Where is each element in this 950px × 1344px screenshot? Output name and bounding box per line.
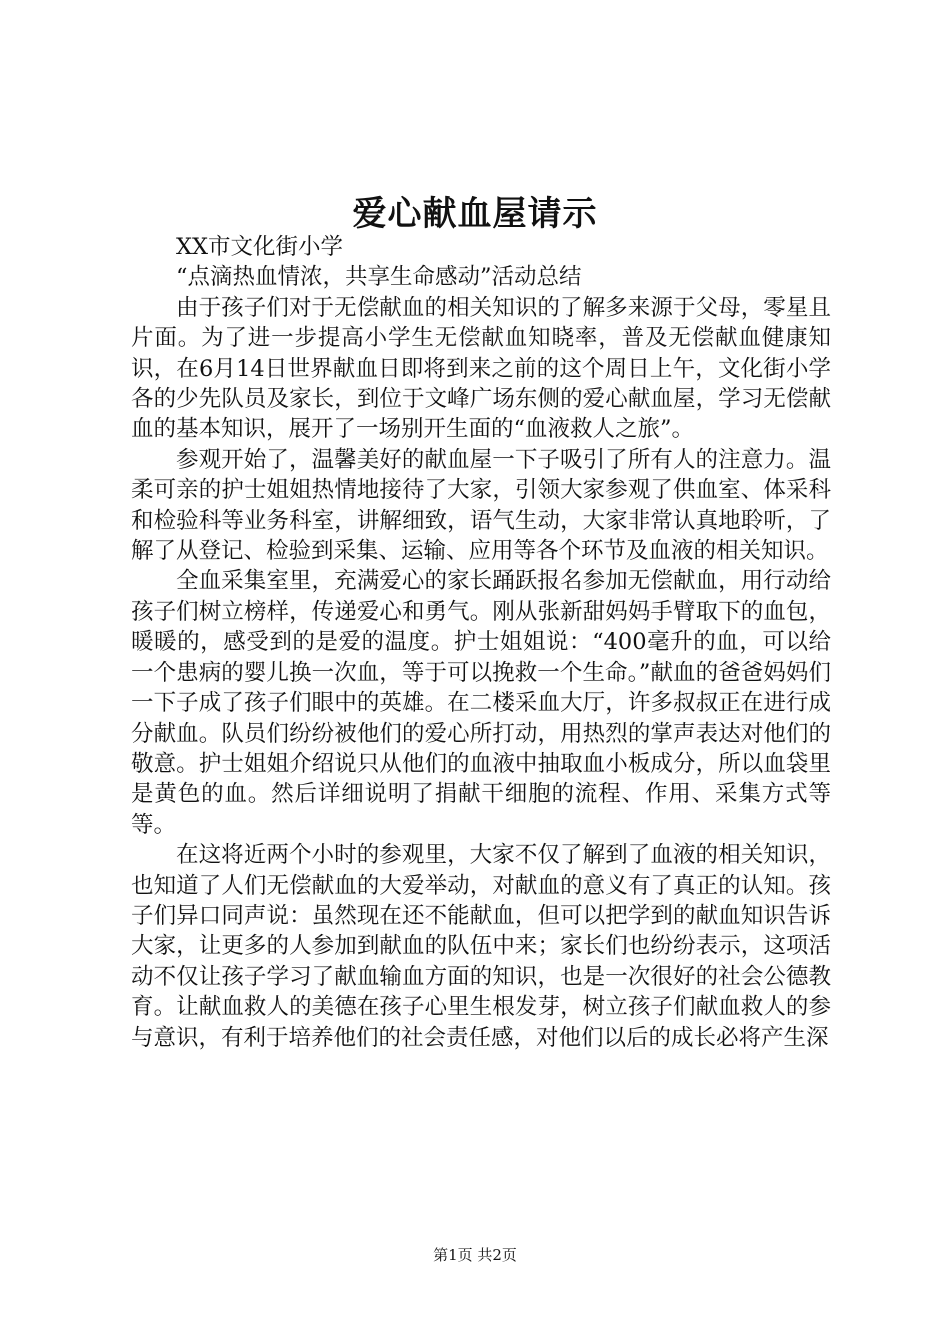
page-footer: 第1页 共2页 xyxy=(433,1246,517,1264)
body-paragraph: 全血采集室里，充满爱心的家长踊跃报名参加无偿献血，用行动给孩子们树立榜样，传递爱心和勇气。刚从张新甜妈妈手臂取下的血包，暖暖的，感受到的是爱的温度。护士姐姐说：“400毫升的血，可以给一个患病的婴儿换一次血，等于可以挽救一个生命。”献血的爸爸妈妈们一下子成了孩子们眼中的英雄。在二楼采血大厅，许多叔叔正在进行成分献血。队员们纷纷被他们的爱心所打动，用热烈的掌声表达对他们的敬意。护士姐姐介绍说只从他们的血液中抽取血小板成分，所以血袋里是黄色的血。然后详细说明了捐献干细胞的流程、作用、采集方式等等。 xyxy=(131,568,831,838)
document-title: 爱心献血屋请示 xyxy=(352,194,598,234)
school-name: XX市文化街小学 xyxy=(176,234,344,260)
document-body xyxy=(131,232,831,1053)
body-paragraph: 参观开始了，温馨美好的献血屋一下子吸引了所有人的注意力。温柔可亲的护士姐姐热情地接待了大家，引领大家参观了供血室、体采科和检验科等业务科室，讲解细致，语气生动，大家非常认真地聆听，了解了从登记、检验到采集、运输、应用等各个环节及血液的相关知识。 xyxy=(131,446,831,565)
body-paragraph: 在这将近两个小时的参观里，大家不仅了解到了血液的相关知识，也知道了人们无偿献血的大爱举动，对献血的意义有了真正的认知。孩子们异口同声说：虽然现在还不能献血，但可以把学到的献血知识告诉大家，让更多的人参加到献血的队伍中来；家长们也纷纷表示，这项活动不仅让孩子学习了献血输血方面的知识，也是一次很好的社会公德教育。让献血救人的美德在孩子心里生根发芽，树立孩子们献血救人的参与意识，有利于培养他们的社会责任感，对他们以后的成长必将产生深 xyxy=(131,842,831,1051)
body-paragraph: 由于孩子们对于无偿献血的相关知识的了解多来源于父母，零星且片面。为了进一步提高小学生无偿献血知晓率，普及无偿献血健康知识，在6月14日世界献血日即将到来之前的这个周日上午，文化街小学各的少先队员及家长，到位于文峰广场东侧的爱心献血屋，学习无偿献血的基本知识，展开了一场别开生面的“血液救人之旅”。 xyxy=(131,294,831,443)
activity-title: “点滴热血情浓，共享生命感动”活动总结 xyxy=(176,264,582,291)
